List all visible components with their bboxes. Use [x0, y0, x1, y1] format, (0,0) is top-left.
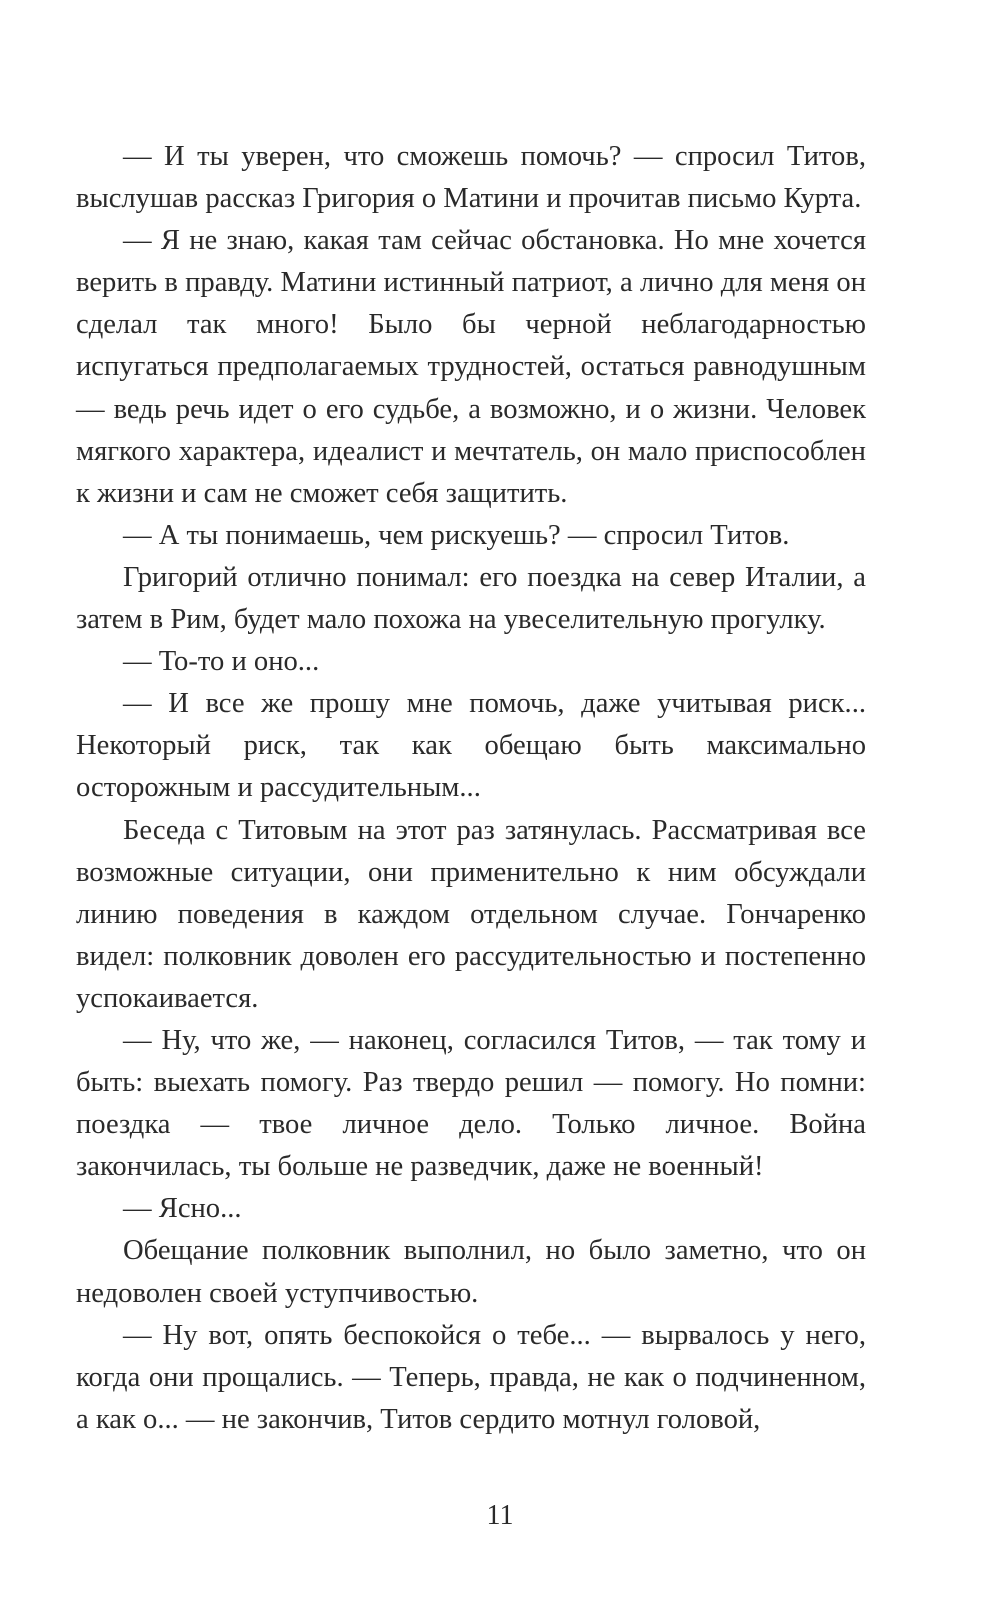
paragraph: — И ты уверен, что сможешь помочь? — спросил Титов, выслушав рассказ Григория о Матини и прочитав письмо Курта. [76, 141, 866, 215]
paragraph: — Ну вот, опять беспокойся о тебе... — вырвалось у него, когда они прощались. — Теперь, правда, не как о подчиненном, а как о... — не закончив, Титов сердито мотнул головой, [76, 1319, 866, 1435]
paragraph: — То-то и оно... [123, 646, 320, 678]
paragraph: Григорий отлично понимал: его поездка на север Италии, а затем в Рим, будет мало похожа на увеселительную прогулку. [76, 561, 866, 636]
paragraph: — Я не знаю, какая там сейчас обстановка. Но мне хочется верить в правду. Матини истинный патриот, а лично для меня он сделал так много! Было бы черной неблагодарностью испугаться предполагаемых трудностей, остаться равнодушным — ведь речь идет о его судьбе, а возможно, и о жизни. Человек мягкого характера, идеалист и мечтатель, он мало приспособлен к жизни и сам не сможет себя защитить. [76, 225, 866, 509]
paragraph: Обещание полковник выполнил, но было заметно, что он недоволен своей уступчивостью. [76, 1235, 866, 1309]
paragraph: Беседа с Титовым на этот раз затянулась. Рассматривая все возможные ситуации, они применительно к ним обсуждали линию поведения в каждом отдельном случае. Гончаренко видел: полковник доволен его рассудительностью и постепенно успокаивается. [76, 814, 866, 1014]
paragraph: — А ты понимаешь, чем рискуешь? — спросил Титов. [123, 519, 790, 551]
paragraph: — Ясно... [123, 1193, 242, 1225]
paragraph: — И все же прошу мне помочь, даже учитывая риск... Некоторый риск, так как обещаю быть максимально осторожным и рассудительным... [76, 688, 866, 804]
page-number: 11 [486, 1500, 514, 1531]
body-text [76, 136, 866, 1441]
paragraph: — Ну, что же, — наконец, согласился Титов, — так тому и быть: выехать помогу. Раз твердо решил — помогу. Но помни: поездка — твое личное дело. Только личное. Война закончилась, ты больше не разведчик, даже не военный! [76, 1024, 866, 1183]
